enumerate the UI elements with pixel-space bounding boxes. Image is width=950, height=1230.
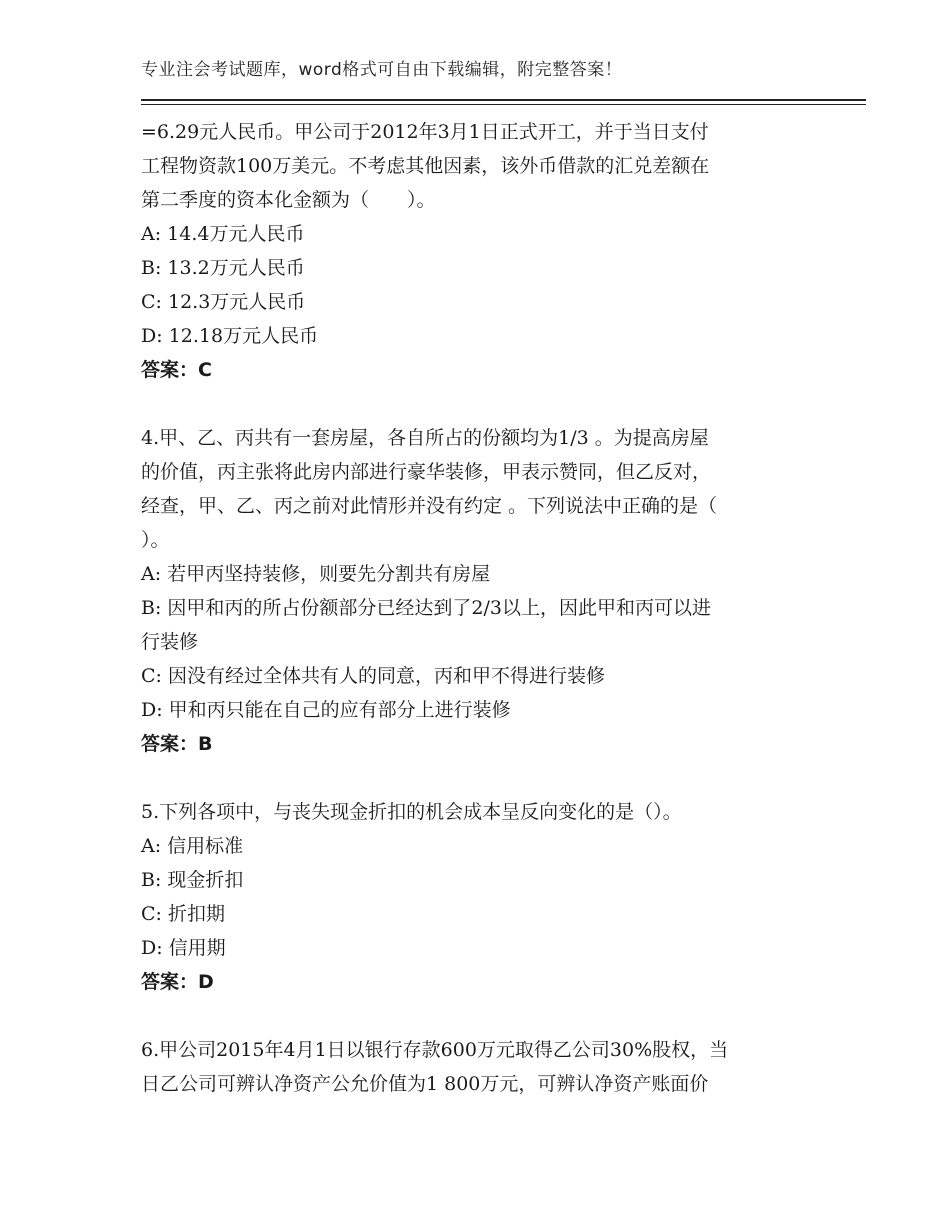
question-6 [141, 1033, 841, 1101]
answer-label: 答案：B [141, 733, 213, 755]
question-stem-line: 5.下列各项中，与丧失现金折扣的机会成本呈反向变化的是（）。 [141, 801, 682, 823]
option-b: B: 因甲和丙的所占份额部分已经达到了2/3以上，因此甲和丙可以进 [141, 597, 711, 619]
option-b: B: 现金折扣 [141, 869, 244, 891]
header-rule-thin [141, 104, 866, 105]
question-continued [141, 115, 841, 387]
question-stem-line: 日乙公司可辨认净资产公允价值为1 800万元，可辨认净资产账面价 [141, 1073, 709, 1095]
question-4 [141, 421, 841, 761]
option-c: C: 折扣期 [141, 903, 225, 925]
question-5 [141, 795, 841, 999]
option-a: A: 若甲丙坚持装修，则要先分割共有房屋 [141, 563, 491, 585]
question-stem-line: 经查，甲、乙、丙之前对此情形并没有约定 。下列说法中正确的是（ [141, 495, 718, 517]
option-b-continued: 行装修 [141, 631, 199, 653]
question-stem-line: =6.29元人民币。甲公司于2012年3月1日正式开工，并于当日支付 [141, 121, 709, 143]
question-stem-line: 4.甲、乙、丙共有一套房屋，各自所占的份额均为1/3 。为提高房屋 [141, 427, 709, 449]
spacer [141, 387, 841, 421]
header-rule-thick [141, 99, 866, 101]
spacer [141, 999, 841, 1033]
question-stem-line: 第二季度的资本化金额为（ ）。 [141, 189, 436, 211]
option-c: C: 因没有经过全体共有人的同意，丙和甲不得进行装修 [141, 665, 605, 687]
option-b: B: 13.2万元人民币 [141, 257, 305, 279]
option-d: D: 信用期 [141, 937, 226, 959]
document-body [141, 115, 841, 1101]
option-d: D: 甲和丙只能在自己的应有部分上进行装修 [141, 699, 511, 721]
question-stem-line: 6.甲公司2015年4月1日以银行存款600万元取得乙公司30%股权，当 [141, 1039, 729, 1061]
answer-label: 答案：C [141, 359, 212, 381]
page-header: 专业注会考试题库，word格式可自由下载编辑，附完整答案！ [141, 60, 623, 80]
option-c: C: 12.3万元人民币 [141, 291, 306, 313]
option-a: A: 14.4万元人民币 [141, 223, 305, 245]
question-stem-line: ）。 [141, 529, 170, 551]
question-stem-line: 工程物资款100万美元。不考虑其他因素，该外币借款的汇兑差额在 [141, 155, 710, 177]
answer-label: 答案：D [141, 971, 214, 993]
spacer [141, 761, 841, 795]
option-a: A: 信用标准 [141, 835, 244, 857]
question-stem-line: 的价值，丙主张将此房内部进行豪华装修，甲表示赞同，但乙反对， [141, 461, 712, 483]
option-d: D: 12.18万元人民币 [141, 325, 319, 347]
